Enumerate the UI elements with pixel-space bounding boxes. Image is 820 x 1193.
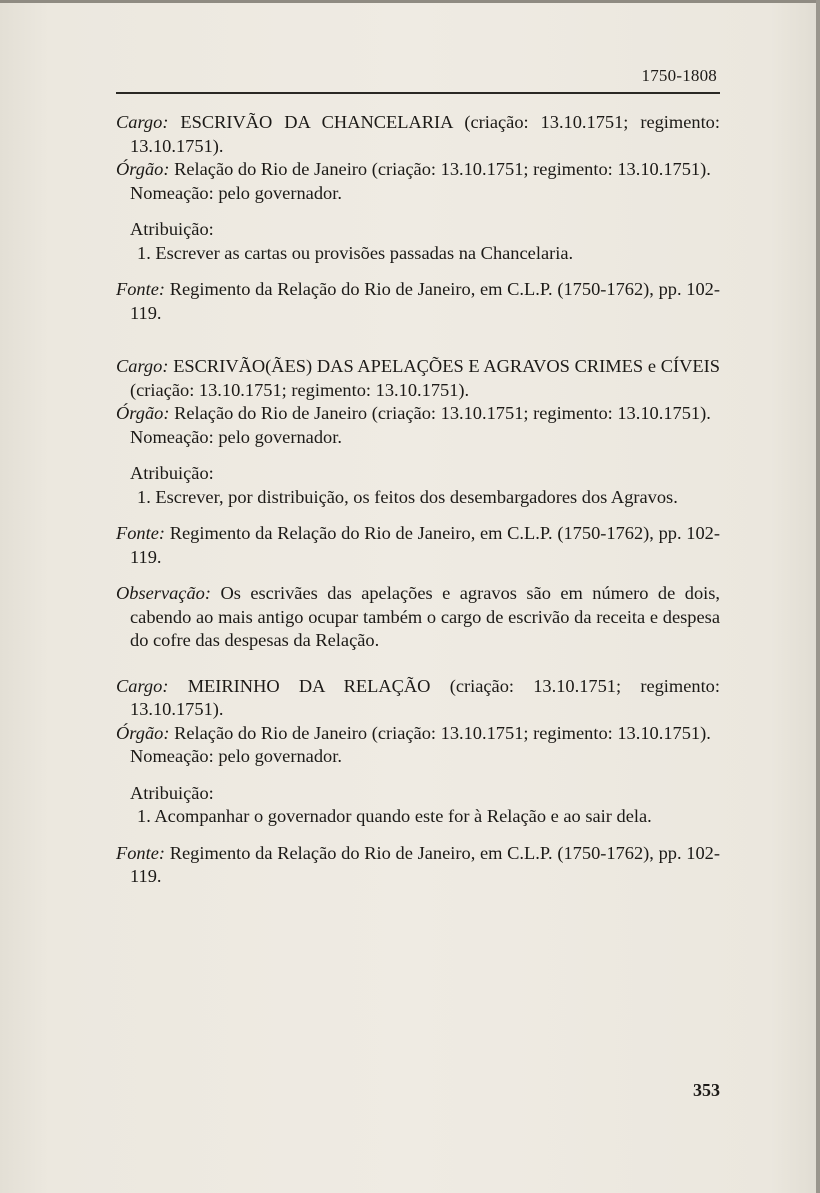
orgao-label: Órgão: — [116, 159, 170, 179]
fonte-text: Regimento da Relação do Rio de Janeiro, em C.L.P. (1750-1762), pp. 102-119. — [130, 842, 720, 886]
fonte-label: Fonte: — [116, 842, 166, 863]
header-rule — [116, 92, 720, 94]
cargo-label: Cargo: — [116, 112, 169, 132]
atribuicao-label: Atribuição: — [130, 219, 214, 239]
entry-meirinho-relacao — [116, 675, 720, 889]
observacao-label: Observação: — [116, 583, 211, 603]
orgao-text: Relação do Rio de Janeiro (criação: 13.10.1751; regimento: 13.10.1751). — [174, 403, 711, 423]
atribuicao-item: 1. Escrever, por distribuição, os feitos dos desembargadores dos Agravos. — [137, 486, 678, 507]
atribuicao-item: 1. Acompanhar o governador quando este for à Relação e ao sair dela. — [137, 806, 652, 826]
cargo-text: MEIRINHO DA RELAÇÃO (criação: 13.10.1751; regimento: 13.10.1751). — [130, 675, 720, 719]
nomeacao-line: Nomeação: pelo governador. — [130, 426, 342, 447]
fonte-label: Fonte: — [116, 279, 166, 299]
atribuicao-label: Atribuição: — [130, 463, 214, 483]
cargo-line — [116, 355, 720, 402]
fonte-line — [116, 842, 720, 889]
page-content — [116, 111, 720, 911]
cargo-line — [116, 111, 720, 158]
cargo-label: Cargo: — [116, 356, 169, 376]
cargo-text: ESCRIVÃO(ÃES) DAS APELAÇÕES E AGRAVOS CRIMES e CÍVEIS (criação: 13.10.1751; regimento: 13.10.1751). — [130, 356, 720, 400]
orgao-label: Órgão: — [116, 722, 170, 743]
fonte-line — [116, 522, 720, 569]
orgao-text: Relação do Rio de Janeiro (criação: 13.10.1751; regimento: 13.10.1751). — [174, 722, 711, 743]
fonte-text: Regimento da Relação do Rio de Janeiro, em C.L.P. (1750-1762), pp. 102-119. — [130, 279, 720, 323]
orgao-text: Relação do Rio de Janeiro (criação: 13.10.1751; regimento: 13.10.1751). — [174, 159, 711, 179]
fonte-text: Regimento da Relação do Rio de Janeiro, em C.L.P. (1750-1762), pp. 102-119. — [130, 523, 720, 567]
cargo-label: Cargo: — [116, 675, 169, 696]
nomeacao-line: Nomeação: pelo governador. — [130, 182, 342, 203]
entry-escrivao-chancelaria — [116, 111, 720, 325]
entry-escrivao-apelacoes — [116, 355, 720, 653]
orgao-line — [116, 722, 720, 746]
observacao-line — [116, 582, 720, 653]
scan-edge-right — [816, 0, 820, 1193]
fonte-line — [116, 278, 720, 325]
atribuicao-item: 1. Escrever as cartas ou provisões passadas na Chancelaria. — [137, 242, 574, 263]
scan-edge-top — [0, 0, 820, 3]
cargo-line — [116, 675, 720, 722]
observacao-text: Os escrivães das apelações e agravos são em número de dois, cabendo ao mais antigo ocupar também o cargo de escrivão da receita e despesa do cofre das despesas da Relação. — [130, 583, 720, 650]
atribuicao-label: Atribuição: — [130, 782, 214, 803]
nomeacao-line: Nomeação: pelo governador. — [130, 746, 342, 766]
page-number: 353 — [693, 1080, 720, 1100]
orgao-line — [116, 402, 720, 426]
orgao-label: Órgão: — [116, 403, 170, 423]
orgao-line — [116, 158, 720, 182]
fonte-label: Fonte: — [116, 523, 166, 543]
running-header-range: 1750-1808 — [641, 66, 717, 85]
cargo-text: ESCRIVÃO DA CHANCELARIA (criação: 13.10.1751; regimento: 13.10.1751). — [130, 112, 720, 156]
